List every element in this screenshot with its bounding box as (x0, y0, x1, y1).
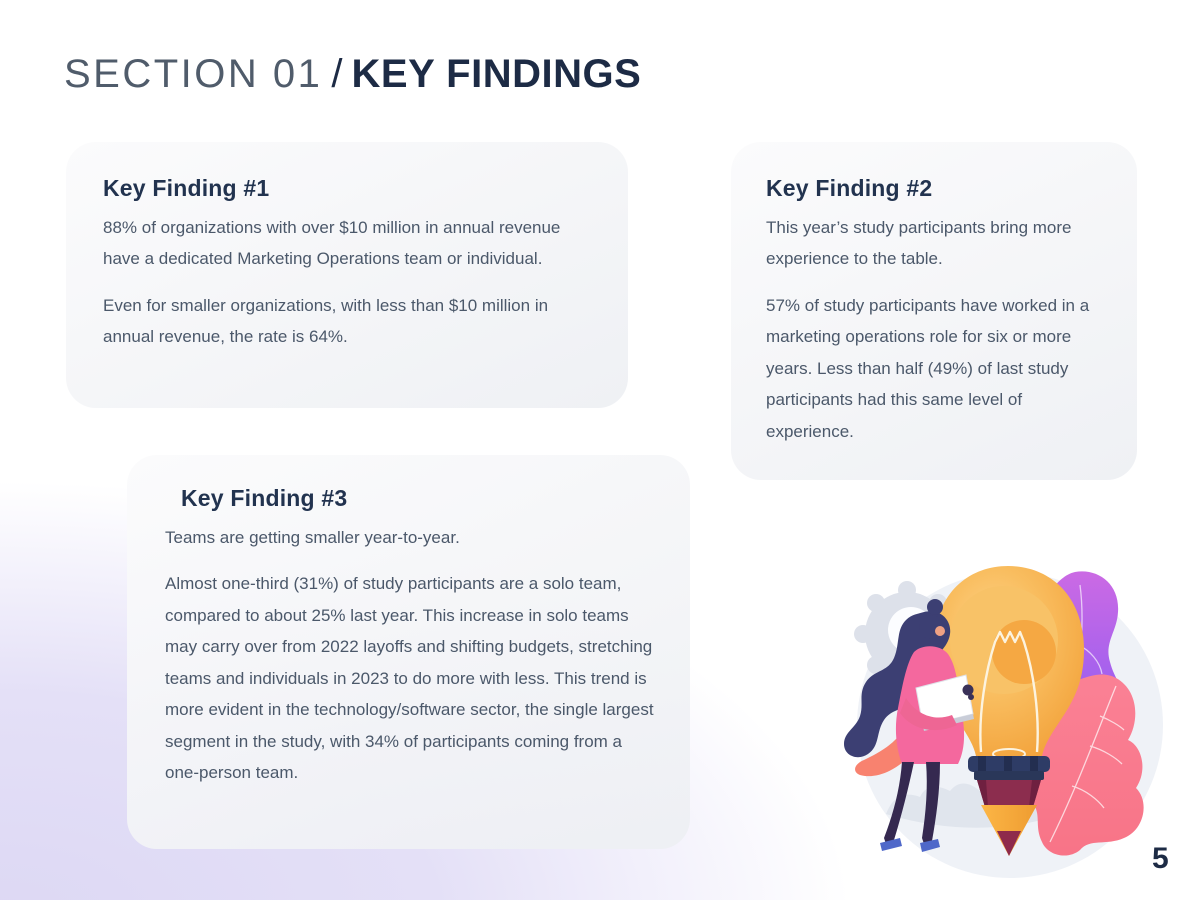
card-paragraph: Even for smaller organizations, with less than $10 million in annual revenue, the rate is 64%. (103, 295, 549, 347)
hair-bun-shape (927, 599, 943, 615)
section-label: SECTION 01 (64, 52, 323, 96)
key-finding-card-3 (127, 455, 690, 849)
card-title: Key Finding #3 (181, 485, 348, 511)
card-paragraph: 57% of study participants have worked in a marketing operations role for six or more years. Less than half (49%) of last study participants had this same level of experience. (766, 295, 1090, 441)
idea-illustration-svg (828, 550, 1200, 888)
card-title: Key Finding #2 (766, 175, 933, 201)
idea-illustration (828, 550, 1200, 888)
key-finding-card-1 (66, 142, 628, 408)
header-slash-separator: / (331, 52, 343, 96)
hand-shape (963, 685, 974, 696)
page-number: 5 (1152, 842, 1169, 875)
card-paragraph: This year’s study participants bring more experience to the table. (766, 218, 1072, 269)
card-paragraph: 88% of organizations with over $10 million in annual revenue have a dedicated Marketing Operations team or individual. (103, 218, 561, 269)
card-title: Key Finding #1 (103, 175, 270, 201)
card-paragraph: Teams are getting smaller year-to-year. (165, 528, 460, 547)
section-header (64, 52, 641, 96)
key-finding-card-2 (731, 142, 1137, 480)
card-paragraph: Almost one-third (31%) of study participants are a solo team, compared to about 25% last year. This increase in solo teams may carry over from 2022 layoffs and shifting budgets, stretching teams and individuals in 2023 to do more with less. This trend is more evident in the technology/software sector, the single largest segment in the study, with 34% of participants coming from a one-person team. (165, 574, 654, 783)
page-title: KEY FINDINGS (351, 52, 642, 96)
